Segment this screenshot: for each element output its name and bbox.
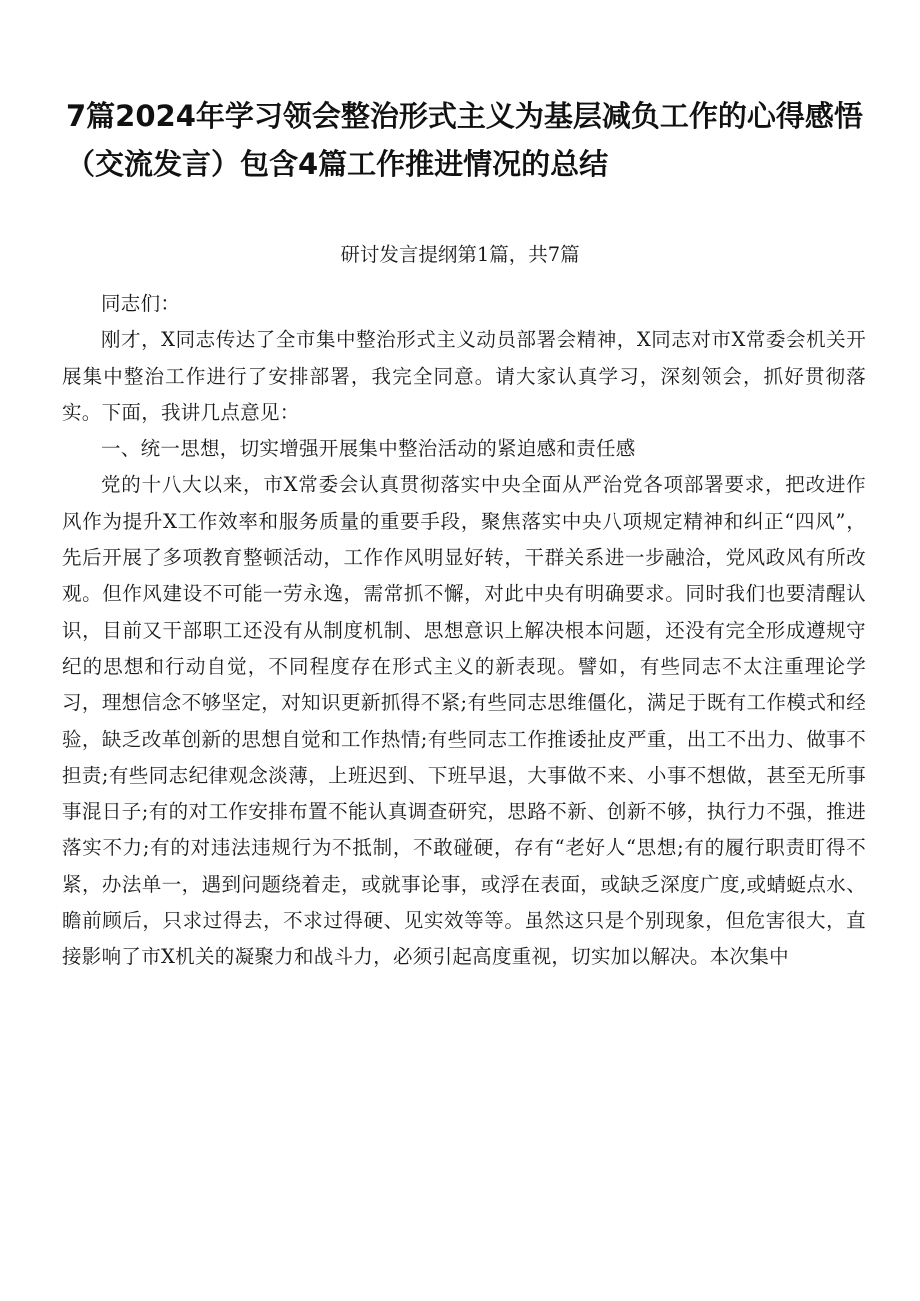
section-heading: 一、统一思想，切实增强开展集中整治活动的紧迫感和责任感 (101, 437, 636, 461)
document-subtitle: 研讨发言提纲第1篇，共7篇 (340, 243, 580, 266)
document-body (62, 286, 866, 976)
paragraph: 党的十八大以来，市X常委会认真贯彻落实中央全面从严治党各项部署要求，把改进作风作为提升X工作效率和服务质量的重要手段，聚焦落实中央八项规定精神和纠正“四风”，先后开展了多项教育整顿活动，工作作风明显好转，干群关系进一步融洽，党风政风有所改观。但作风建设不可能一劳永逸，需常抓不懈，对此中央有明确要求。同时我们也要清醒认识，目前又干部职工还没有从制度机制、思想意识上解决根本问题，还没有完全形成遵规守纪的思想和行动自觉，不同程度存在形式主义的新表现。譬如，有些同志不太注重理论学习，理想信念不够坚定，对知识更新抓得不紧;有些同志思维僵化，满足于既有工作模式和经验，缺乏改革创新的思想自觉和工作热情;有些同志工作推诿扯皮严重，出工不出力、做事不担责;有些同志纪律观念淡薄，上班迟到、下班早退，大事做不来、小事不想做，甚至无所事事混日子;有的对工作安排布置不能认真调查研究，思路不新、创新不够，执行力不强，推进落实不力;有的对违法违规行为不抵制，不敢碰硬，存有“老好人“思想;有的履行职责盯得不紧，办法单一，遇到问题绕着走，或就事论事，或浮在表面，或缺乏深度广度,或蜻蜓点水、瞻前顾后，只求过得去，不求过得硬、见实效等等。虽然这只是个别现象，但危害很大，直接影响了市X机关的凝聚力和战斗力，必须引起高度重视，切实加以解决。本次集中 (62, 473, 866, 969)
document-title: 7篇2024年学习领会整治形式主义为基层减负工作的心得感悟（交流发言）包含4篇工作推进情况的总结 (66, 99, 863, 181)
paragraph: 刚才，X同志传达了全市集中整治形式主义动员部署会精神，X同志对市X常委会机关开展集中整治工作进行了安排部署，我完全同意。请大家认真学习，深刻领会，抓好贯彻落实。下面，我讲几点意见： (62, 328, 866, 424)
salutation: 同志们： (101, 292, 181, 315)
